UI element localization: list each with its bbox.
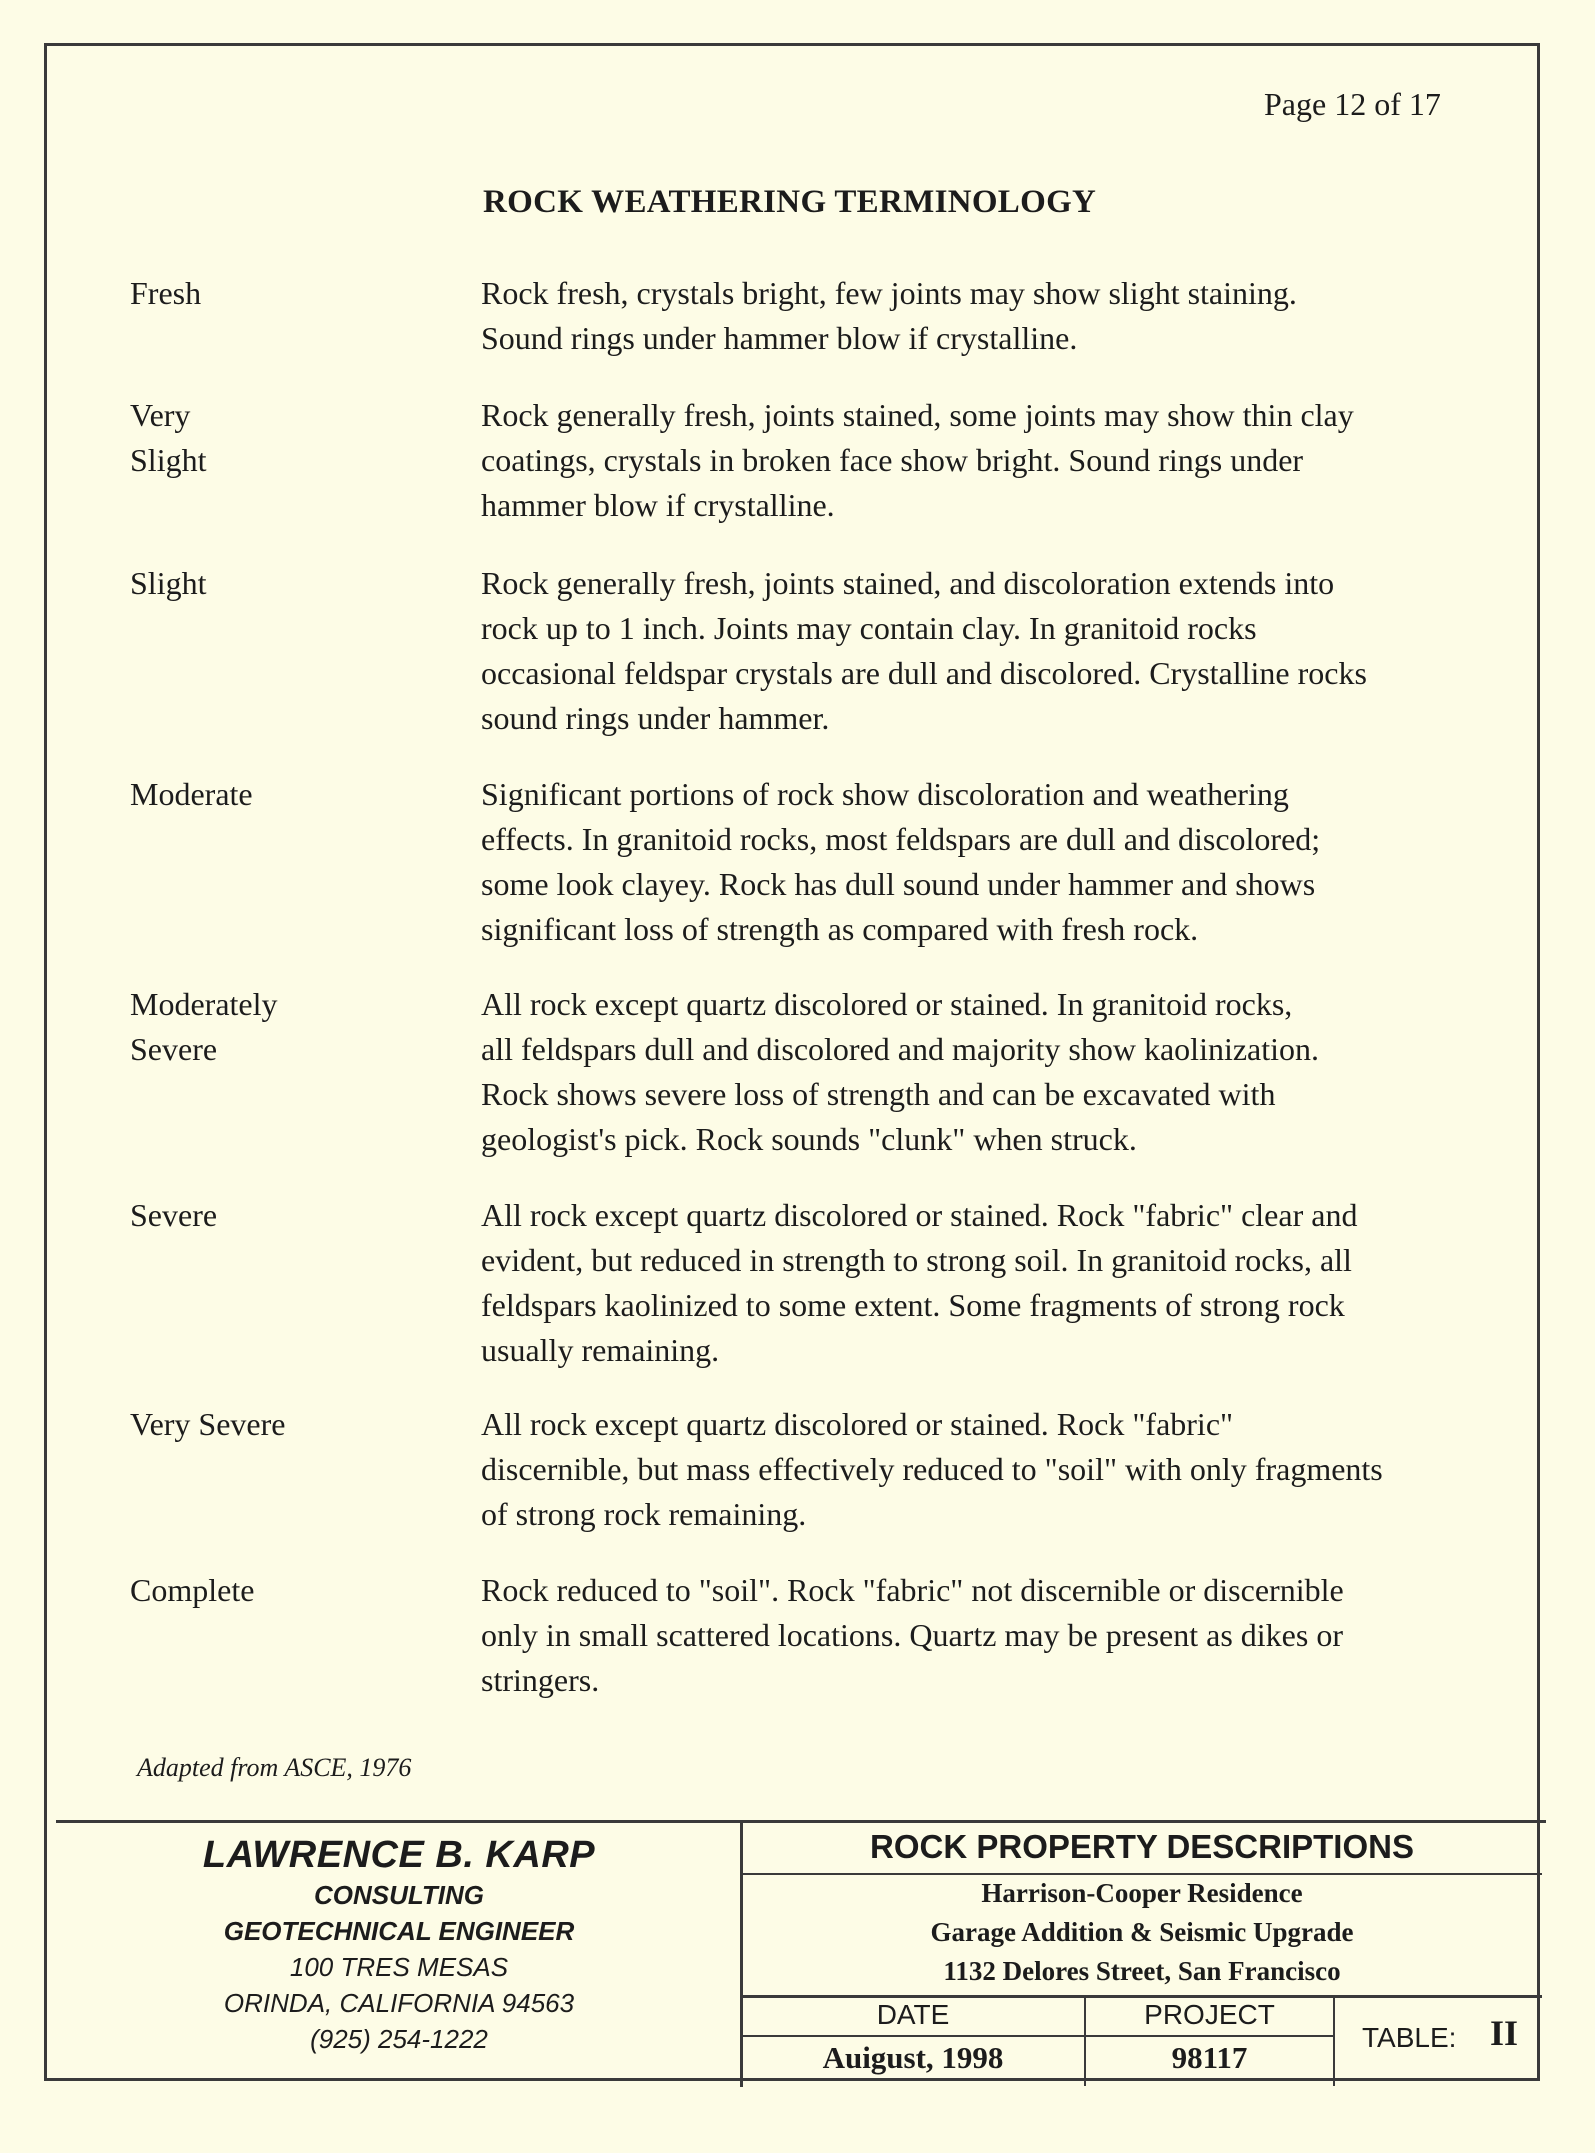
term-label-line: Severe <box>130 1031 218 1067</box>
term-description <box>481 982 1461 1162</box>
description-line: of strong rock remaining. <box>481 1496 807 1532</box>
term-description <box>481 772 1461 952</box>
term-label <box>130 982 278 1072</box>
description-line: occasional feldspar crystals are dull and discolored. Crystalline rocks <box>481 655 1367 691</box>
description-line: Rock generally fresh, joints stained, some joints may show thin clay <box>481 397 1354 433</box>
term-description <box>481 561 1461 741</box>
description-line: coatings, crystals in broken face show bright. Sound rings under <box>481 442 1304 478</box>
description-line: Significant portions of rock show discoloration and weathering <box>481 776 1289 812</box>
term-description <box>481 393 1461 528</box>
page-number: Page 12 of 17 <box>1264 86 1441 122</box>
description-line: some look clayey. Rock has dull sound under hammer and shows <box>481 866 1316 902</box>
term-label: Very Severe <box>130 1406 286 1442</box>
info-grid-mid-line <box>742 2035 1334 2037</box>
term-label: Moderate <box>130 776 253 812</box>
block-title: ROCK PROPERTY DESCRIPTIONS <box>870 1828 1414 1865</box>
table-number: II <box>1490 2013 1519 2053</box>
company-tagline: CONSULTING <box>314 1880 484 1910</box>
term-label: Slight <box>130 565 207 601</box>
project-number-value: 98117 <box>1171 2040 1248 2075</box>
term-label: Complete <box>130 1572 255 1608</box>
term-description <box>481 271 1461 361</box>
description-line: usually remaining. <box>481 1332 720 1368</box>
description-line: stringers. <box>481 1662 600 1698</box>
project-table-divider <box>1333 1996 1335 2086</box>
description-line: feldspars kaolinized to some extent. Some fragments of strong rock <box>481 1287 1345 1323</box>
description-line: rock up to 1 inch. Joints may contain clay. In granitoid rocks <box>481 610 1257 646</box>
description-line: only in small scattered locations. Quartz may be present as dikes or <box>481 1617 1343 1653</box>
term-description <box>481 1568 1461 1703</box>
term-label: Severe <box>130 1197 218 1233</box>
project-address: 1132 Delores Street, San Francisco <box>943 1956 1341 1986</box>
table-label: TABLE: <box>1362 2022 1457 2053</box>
description-line: All rock except quartz discolored or stained. Rock "fabric" <box>481 1406 1234 1442</box>
term-label-line: Slight <box>130 442 207 478</box>
description-line: geologist's pick. Rock sounds "clunk" when struck. <box>481 1121 1137 1157</box>
description-line: Rock fresh, crystals bright, few joints may show slight staining. <box>481 275 1297 311</box>
project-info <box>742 1874 1542 1991</box>
term-label-line: Very <box>130 397 191 433</box>
date-label: DATE <box>876 1999 950 2030</box>
description-line: all feldspars dull and discolored and majority show kaolinization. <box>481 1031 1320 1067</box>
date-value: Auigust, 1998 <box>822 2040 1004 2075</box>
description-line: significant loss of strength as compared with fresh rock. <box>481 911 1199 947</box>
description-line: Rock generally fresh, joints stained, and discoloration extends into <box>481 565 1335 601</box>
description-line: sound rings under hammer. <box>481 700 830 736</box>
term-description <box>481 1193 1461 1373</box>
company-info <box>56 1820 742 2057</box>
description-line: effects. In granitoid rocks, most feldspars are dull and discolored; <box>481 821 1321 857</box>
company-phone: (925) 254-1222 <box>310 2024 488 2054</box>
description-line: discernible, but mass effectively reduced to "soil" with only fragments <box>481 1451 1383 1487</box>
description-line: Rock reduced to "soil". Rock "fabric" not discernible or discernible <box>481 1572 1344 1608</box>
term-label <box>130 393 206 483</box>
term-description <box>481 1402 1461 1537</box>
company-name: LAWRENCE B. KARP <box>202 1834 596 1876</box>
description-line: Rock shows severe loss of strength and can be excavated with <box>481 1076 1276 1112</box>
project-name: Harrison-Cooper Residence <box>981 1878 1303 1908</box>
company-specialty: GEOTECHNICAL ENGINEER <box>223 1916 575 1946</box>
company-address-city: ORINDA, CALIFORNIA 94563 <box>223 1988 575 2018</box>
description-line: All rock except quartz discolored or stained. Rock "fabric" clear and <box>481 1197 1358 1233</box>
info-grid-top-line <box>742 1995 1542 1998</box>
project-number-label: PROJECT <box>1144 1999 1275 2030</box>
attribution-note: Adapted from ASCE, 1976 <box>137 1753 412 1782</box>
description-line: All rock except quartz discolored or stained. In granitoid rocks, <box>481 986 1293 1022</box>
term-label: Fresh <box>130 275 202 311</box>
description-line: evident, but reduced in strength to strong soil. In granitoid rocks, all <box>481 1242 1352 1278</box>
document-title: ROCK WEATHERING TERMINOLOGY <box>483 184 1097 220</box>
company-address-street: 100 TRES MESAS <box>289 1952 509 1982</box>
term-label-line: Moderately <box>130 986 278 1022</box>
description-line: hammer blow if crystalline. <box>481 487 835 523</box>
project-scope: Garage Addition & Seismic Upgrade <box>930 1917 1354 1947</box>
description-line: Sound rings under hammer blow if crystalline. <box>481 320 1078 356</box>
